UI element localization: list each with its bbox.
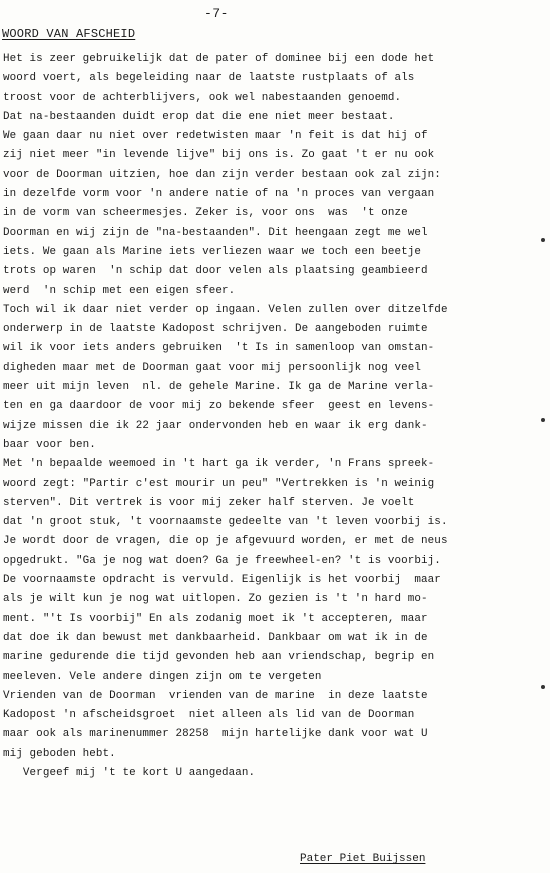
text-line: Dat na-bestaanden duidt erop dat die ene niet meer bestaat.: [3, 110, 395, 123]
text-line: iets. We gaan als Marine iets verliezen waar we toch een beetje: [3, 245, 422, 258]
text-line: trots op waren 'n schip dat door velen als plaatsing geambieerd: [3, 265, 428, 278]
text-line: als je wilt kun je nog wat uitlopen. Zo gezien is 't 'n hard mo-: [3, 593, 428, 606]
text-line: mij geboden hebt.: [3, 747, 116, 760]
text-line: Doorman en wij zijn de "na-bestaanden". Dit heengaan zegt me wel: [3, 226, 428, 239]
text-line: marine gedurende die tijd gevonden heb aan vriendschap, begrip en: [3, 651, 435, 664]
margin-dot: [541, 418, 545, 422]
text-line: voor de Doorman uitzien, hoe dan zijn verder bestaan ook zal zijn:: [3, 168, 441, 181]
text-line: opgedrukt. "Ga je nog wat doen? Ga je freewheel-en? 't is voorbij.: [3, 554, 441, 567]
text-line: maar ook als marinenummer 28258 mijn hartelijke dank voor wat U: [3, 728, 428, 741]
text-line: sterven". Dit vertrek is voor mij zeker half sterven. Je voelt: [3, 496, 415, 509]
margin-dot: [541, 685, 545, 689]
text-line: wijze missen die ik 22 jaar ondervonden heb en waar ik erg dank-: [3, 419, 428, 432]
text-line: in dezelfde vorm voor 'n andere natie of na 'n proces van vergaan: [3, 188, 435, 201]
text-line: wil ik voor iets anders gebruiken 't Is in samenloop van omstan-: [3, 342, 435, 355]
text-line: ten en ga daardoor de voor mij zo bekende sfeer geest en levens-: [3, 400, 435, 413]
signature: Pater Piet Buijssen: [300, 853, 426, 865]
text-line: in de vorm van scheermesjes. Zeker is, voor ons was 't onze: [3, 207, 408, 220]
text-line: werd 'n schip met een eigen sfeer.: [3, 284, 236, 297]
text-line: troost voor de achterblijvers, ook wel nabestaanden genoemd.: [3, 91, 402, 104]
text-line: Je wordt door de vragen, die op je afgevuurd worden, er met de neus: [3, 535, 448, 548]
body-text: [3, 50, 548, 783]
text-line: dat 'n groot stuk, 't voornaamste gedeelte van 't leven voorbij is.: [3, 516, 448, 529]
text-line: Kadopost 'n afscheidsgroet niet alleen als lid van de Doorman: [3, 709, 415, 722]
text-line: woord voert, als begeleiding naar de laatste rustplaats of als: [3, 72, 415, 85]
page-number: -7-: [204, 6, 229, 21]
text-line: meer uit mijn leven nl. de gehele Marine. Ik ga de Marine verla-: [3, 381, 435, 394]
text-line: Het is zeer gebruikelijk dat de pater of dominee bij een dode het: [3, 53, 435, 65]
margin-dot: [541, 238, 545, 242]
text-line: We gaan daar nu niet over redetwisten maar 'n feit is dat hij of: [3, 130, 428, 143]
text-line: De voornaamste opdracht is vervuld. Eigenlijk is het voorbij maar: [3, 574, 441, 587]
text-line: dat doe ik dan bewust met dankbaarheid. Dankbaar om wat ik in de: [3, 631, 428, 644]
text-line: Vergeef mij 't te kort U aangedaan.: [3, 766, 256, 779]
text-line: Met 'n bepaalde weemoed in 't hart ga ik verder, 'n Frans spreek-: [3, 458, 435, 471]
text-line: meeleven. Vele andere dingen zijn om te vergeten: [3, 670, 322, 683]
text-line: woord zegt: "Partir c'est mourir un peu" "Vertrekken is 'n weinig: [3, 477, 435, 490]
document-title: WOORD VAN AFSCHEID: [2, 27, 136, 41]
text-line: baar voor ben.: [3, 438, 96, 451]
text-line: digheden maar met de Doorman gaat voor mij persoonlijk nog veel: [3, 361, 422, 374]
text-line: zij niet meer "in levende lijve" bij ons is. Zo gaat 't er nu ook: [3, 149, 435, 162]
text-line: onderwerp in de laatste Kadopost schrijven. De aangeboden ruimte: [3, 323, 428, 336]
text-line: Toch wil ik daar niet verder op ingaan. Velen zullen over ditzelfde: [3, 303, 448, 316]
text-line: Vrienden van de Doorman vrienden van de marine in deze laatste: [3, 689, 428, 702]
text-line: ment. "'t Is voorbij" En als zodanig moet ik 't accepteren, maar: [3, 612, 428, 625]
